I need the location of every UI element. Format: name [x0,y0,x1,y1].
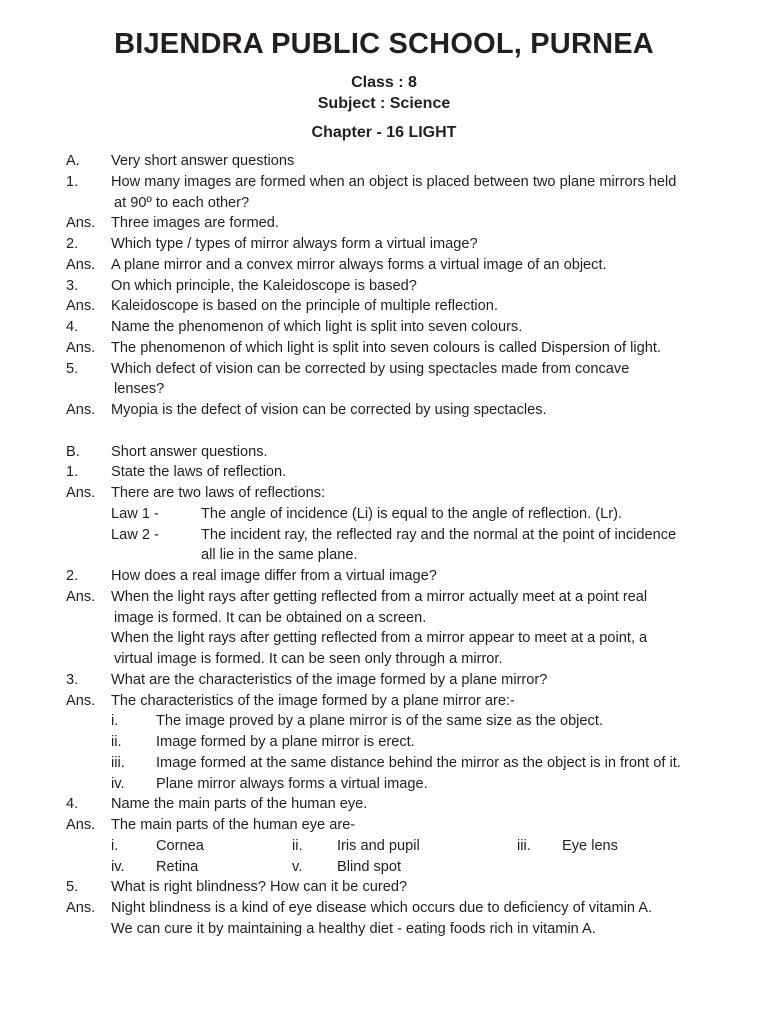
line-label: 5. [66,879,79,896]
line-label: Ans. [66,215,96,232]
line-label: Ans. [66,900,96,916]
document-line [0,919,768,939]
document-line [0,359,768,379]
line-label: 4. [66,319,79,335]
document-line [0,193,768,213]
line-text: When the light rays after getting reflected from a mirror appear to meet at a point, a [111,630,648,647]
line-column-text: Law 2 - [111,526,159,543]
line-column-text: Law 1 - [111,505,159,522]
line-label: Ans. [66,588,96,605]
line-column-text: Plane mirror always forms a virtual image. [156,775,428,792]
document-line [0,836,768,856]
line-text: Name the main parts of the human eye. [111,796,368,813]
line-column-text: Iris and pupil [337,837,420,854]
line-text: Short answer questions. [111,443,268,460]
line-text: There are two laws of reflections: [111,485,326,501]
line-column-text: ii. [111,734,122,750]
document-line [0,400,768,420]
document-line [0,234,768,254]
line-label: 2. [66,568,79,584]
school-title: BIJENDRA PUBLIC SCHOOL, PURNEA [114,28,654,60]
line-label: Ans. [66,485,96,501]
line-column-text: iv. [111,775,125,792]
document-line [0,338,768,358]
document-line [0,442,768,462]
chapter-title: Chapter - 16 LIGHT [311,124,457,141]
document-line [0,483,768,503]
document-line [0,649,768,669]
line-label: A. [66,153,80,169]
document-line [0,898,768,918]
line-text: Kaleidoscope is based on the principle of multiple reflection. [111,298,498,315]
line-text: all lie in the same plane. [201,547,358,564]
document-line [0,296,768,316]
line-text: Which defect of vision can be corrected by using spectacles made from concave [111,360,630,377]
line-column-text: iii. [517,837,531,854]
line-column-text: The image proved by a plane mirror is of the same size as the object. [156,713,603,730]
line-text: Night blindness is a kind of eye disease which occurs due to deficiency of vitamin A. [111,900,653,916]
document-line [0,857,768,877]
line-text: The main parts of the human eye are- [111,817,356,833]
line-column-text: Image formed by a plane mirror is erect. [156,734,415,750]
document-line [0,670,768,690]
line-column-text: i. [111,837,119,854]
line-column-text: Blind spot [337,858,402,875]
document-line [0,711,768,731]
line-text: Myopia is the defect of vision can be corrected by using spectacles. [111,402,547,418]
line-text: The characteristics of the image formed by a plane mirror are:- [111,692,515,709]
line-text: When the light rays after getting reflected from a mirror actually meet at a point real [111,588,648,605]
document-line [0,753,768,773]
line-label: Ans. [66,339,96,356]
line-label: 1. [66,173,79,190]
document-line [0,504,768,524]
line-column-text: Image formed at the same distance behind the mirror as the object is in front of it. [156,754,681,771]
line-text: virtual image is formed. It can be seen only through a mirror. [114,651,503,667]
line-column-text: v. [292,858,303,875]
document-line [0,587,768,607]
line-label: 4. [66,796,79,813]
line-text: at 90º to each other? [114,194,250,211]
document-line [0,877,768,897]
line-label: 5. [66,360,79,377]
class-label: Class : 8 [351,74,417,91]
document-line [0,732,768,752]
line-text: What is right blindness? How can it be cured? [111,879,408,896]
line-text: Three images are formed. [111,215,279,232]
subject-label: Subject : Science [317,95,451,112]
document-line [0,794,768,814]
line-label: 3. [66,671,79,688]
line-text: The phenomenon of which light is split into seven colours is called Dispersion of light. [111,339,661,356]
line-text: We can cure it by maintaining a healthy diet - eating foods rich in vitamin A. [111,920,596,937]
line-label: 3. [66,277,79,294]
document-line [0,276,768,296]
document-line [0,421,768,441]
line-text: Name the phenomenon of which light is split into seven colours. [111,319,523,335]
line-text: image is formed. It can be obtained on a screen. [114,609,427,626]
document-line [0,379,768,399]
line-column-text: The incident ray, the reflected ray and the normal at the point of incidence [201,526,677,543]
document-line [0,317,768,337]
document-line [0,691,768,711]
line-label: B. [66,443,80,460]
line-column-text: Eye lens [562,837,618,854]
line-label: Ans. [66,298,96,315]
line-label: Ans. [66,256,96,273]
document-line [0,566,768,586]
document-line [0,608,768,628]
document-line [0,774,768,794]
line-label: Ans. [66,692,96,709]
document-line [0,462,768,482]
line-text: Very short answer questions [111,153,295,169]
line-column-text: i. [111,713,119,730]
line-label: 2. [66,236,79,252]
line-column-text: Cornea [156,837,204,854]
line-text: How many images are formed when an object is placed between two plane mirrors held [111,173,677,190]
document-line [0,628,768,648]
line-label: Ans. [66,817,96,833]
line-label: 1. [66,464,79,481]
document-line [0,525,768,545]
line-text: Which type / types of mirror always form a virtual image? [111,236,478,252]
document-line [0,151,768,171]
document-line [0,255,768,275]
document-line [0,172,768,192]
line-text: lenses? [114,381,165,398]
line-text: How does a real image differ from a virtual image? [111,568,437,584]
line-column-text: The angle of incidence (Li) is equal to the angle of reflection. (Lr). [201,505,623,522]
document-line [0,815,768,835]
line-label: Ans. [66,402,96,418]
line-column-text: iv. [111,858,125,875]
line-text: State the laws of reflection. [111,464,287,481]
document-line [0,213,768,233]
line-column-text: Retina [156,858,199,875]
line-column-text: iii. [111,754,125,771]
line-text: What are the characteristics of the image formed by a plane mirror? [111,671,548,688]
document-line [0,545,768,565]
line-text: On which principle, the Kaleidoscope is based? [111,277,417,294]
line-column-text: ii. [292,837,303,854]
line-text: A plane mirror and a convex mirror always forms a virtual image of an object. [111,256,607,273]
